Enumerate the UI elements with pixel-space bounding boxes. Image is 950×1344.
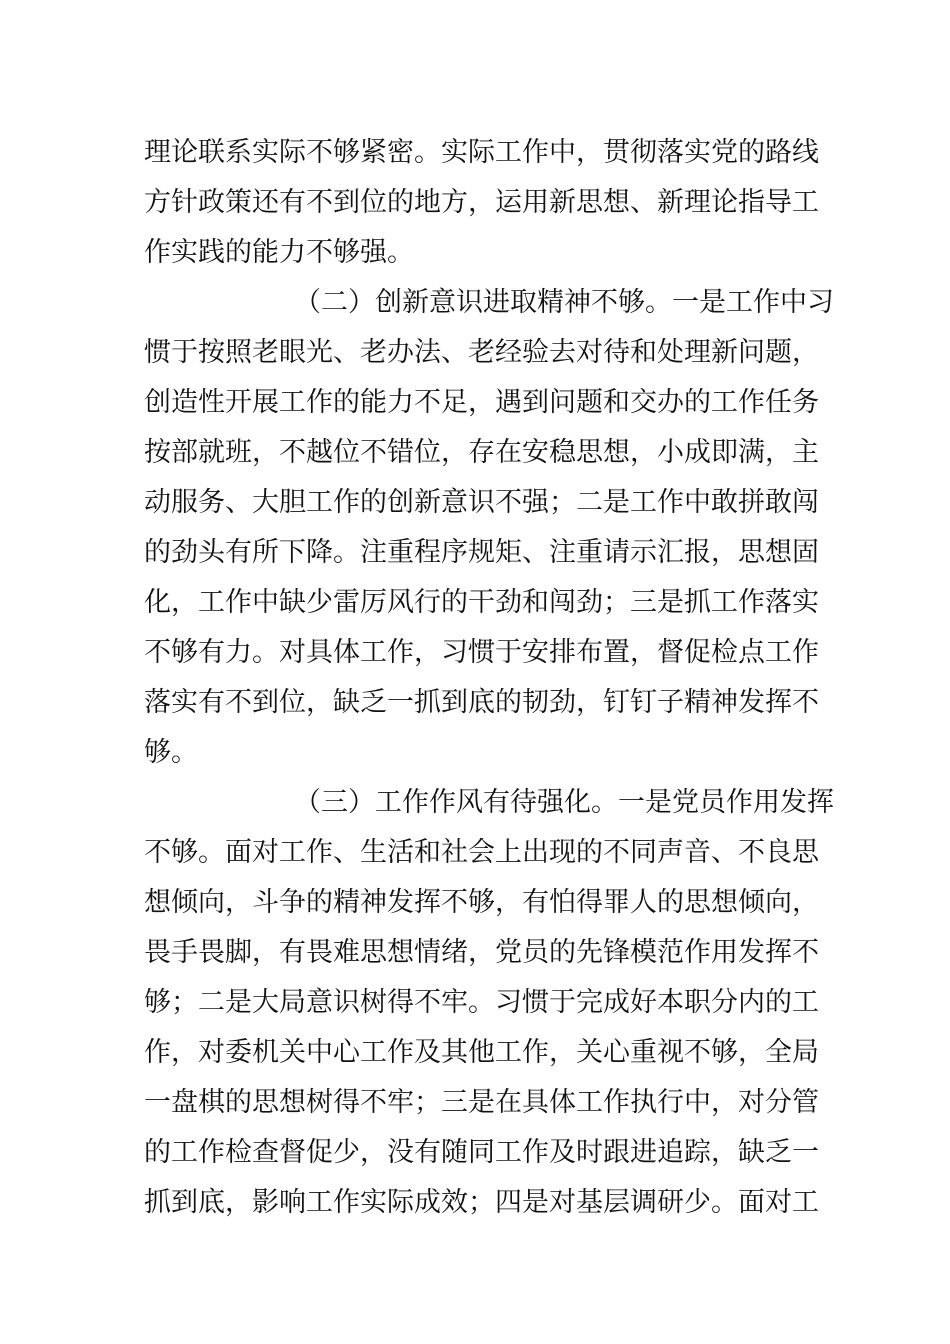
paragraph-line: 动服务、大胆工作的创新意识不强；二是工作中敢拼敢闯	[144, 487, 819, 518]
paragraph-line: 落实有不到位，缺乏一抓到底的韧劲，钉钉子精神发挥不	[144, 687, 819, 718]
paragraph-line: 作，对委机关中心工作及其他工作，关心重视不够，全局	[144, 1037, 819, 1068]
paragraph-innovation	[144, 278, 834, 778]
paragraph-line: 惯于按照老眼光、老办法、老经验去对待和处理新问题，	[144, 337, 819, 368]
paragraph-line: 按部就班，不越位不错位，存在安稳思想，小成即满，主	[144, 437, 819, 468]
paragraph-line: 够；二是大局意识树得不牢。习惯于完成好本职分内的工	[144, 987, 819, 1018]
paragraph-line: 化，工作中缺少雷厉风行的干劲和闯劲；三是抓工作落实	[144, 587, 819, 618]
paragraph-theory-practice	[144, 128, 819, 278]
paragraph-line: 不够有力。对具体工作，习惯于安排布置，督促检点工作	[144, 637, 819, 668]
paragraph-line: 作实践的能力不够强。	[144, 237, 414, 268]
section-heading-line: （三）工作作风有待强化。一是党员作用发挥	[294, 787, 834, 818]
paragraph-line: 抓到底，影响工作实际成效；四是对基层调研少。面对工	[144, 1187, 819, 1218]
section-heading-line: （二）创新意识进取精神不够。一是工作中习	[294, 287, 834, 318]
paragraph-line: 的劲头有所下降。注重程序规矩、注重请示汇报，思想固	[144, 537, 819, 568]
paragraph-line: 理论联系实际不够紧密。实际工作中，贯彻落实党的路线	[144, 137, 819, 168]
paragraph-line: 畏手畏脚，有畏难思想情绪，党员的先锋模范作用发挥不	[144, 937, 819, 968]
paragraph-line: 创造性开展工作的能力不足，遇到问题和交办的工作任务	[144, 387, 819, 418]
paragraph-line: 想倾向，斗争的精神发挥不够，有怕得罪人的思想倾向，	[144, 887, 819, 918]
paragraph-work-style	[144, 778, 834, 1228]
paragraph-line: 够。	[144, 737, 198, 768]
paragraph-line: 方针政策还有不到位的地方，运用新思想、新理论指导工	[144, 187, 819, 218]
paragraph-line: 不够。面对工作、生活和社会上出现的不同声音、不良思	[144, 837, 819, 868]
paragraph-line: 一盘棋的思想树得不牢；三是在具体工作执行中，对分管	[144, 1087, 819, 1118]
paragraph-line: 的工作检查督促少，没有随同工作及时跟进追踪，缺乏一	[144, 1137, 819, 1168]
